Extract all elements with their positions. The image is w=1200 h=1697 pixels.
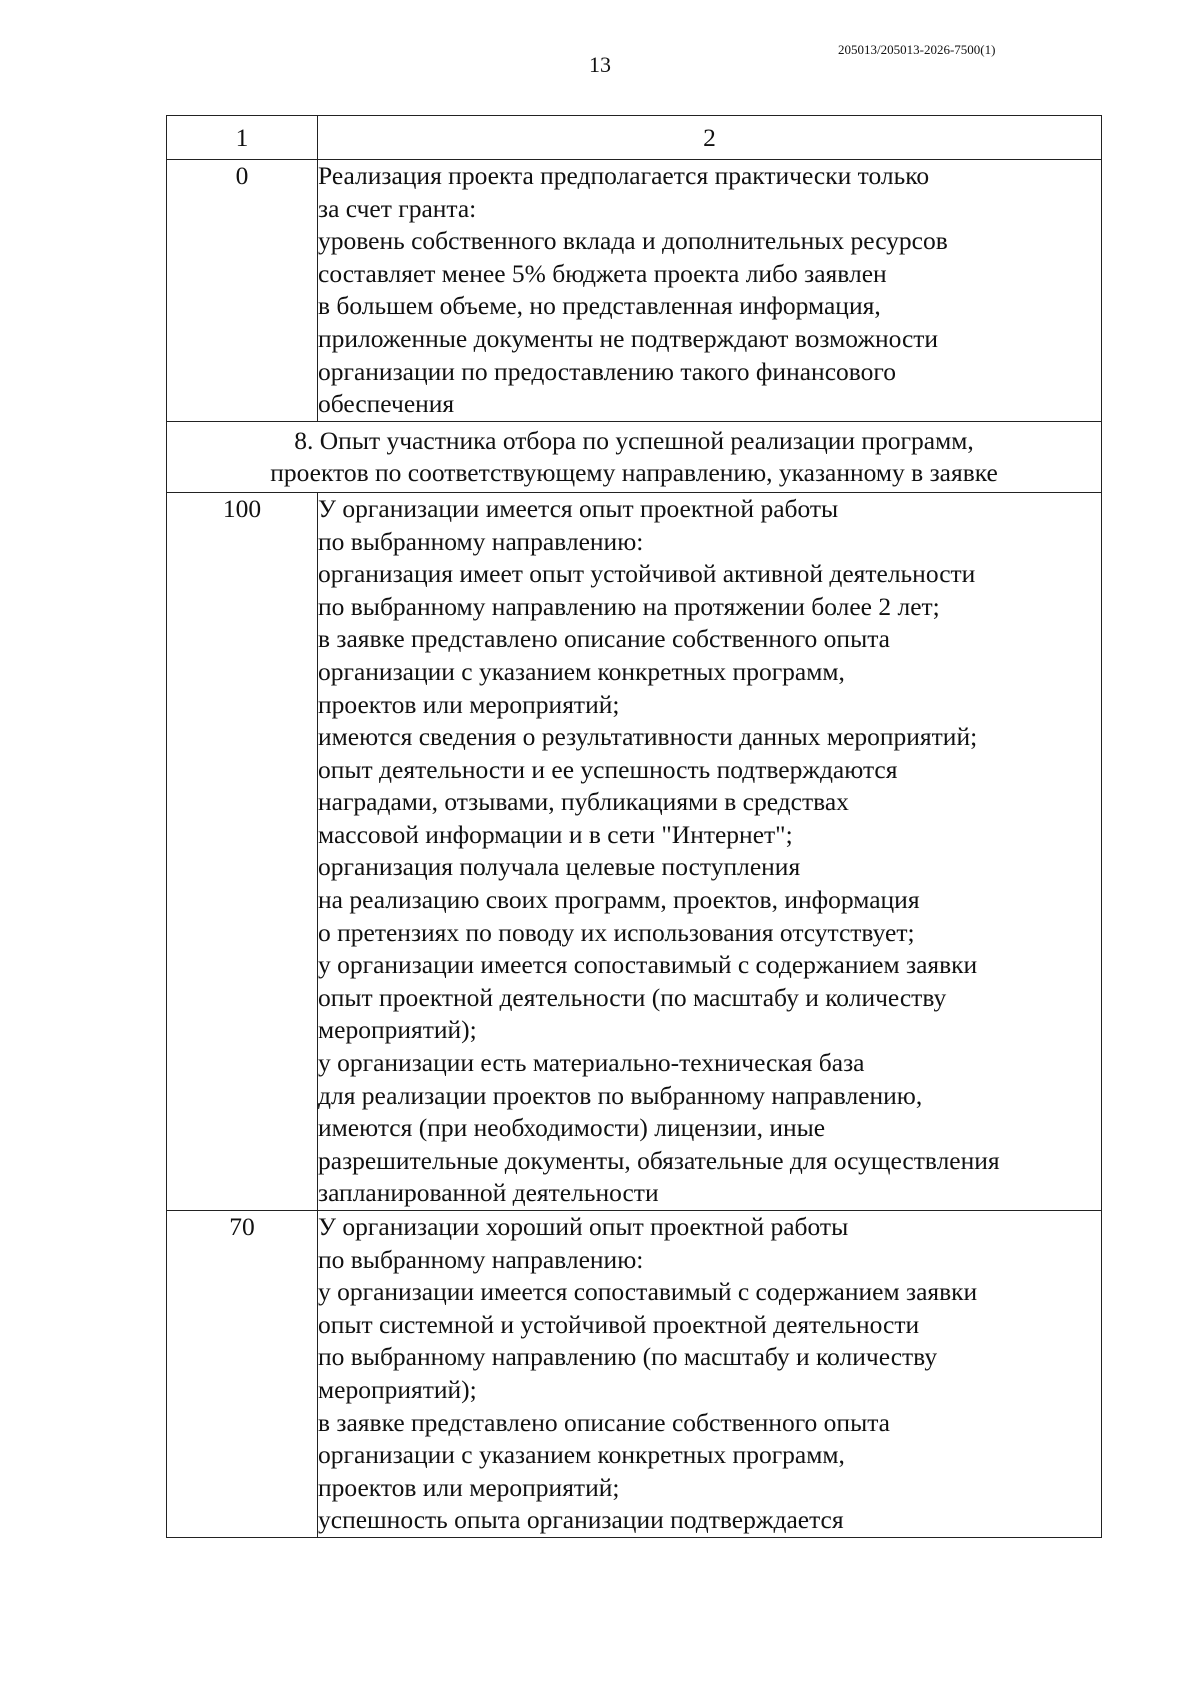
text-line: о претензиях по поводу их использования отсутствует;	[318, 917, 915, 947]
score-cell: 100	[167, 492, 318, 1210]
text-line: У организации имеется опыт проектной работы	[318, 493, 839, 523]
column-header-score: 1	[167, 116, 318, 160]
text-line: У организации хороший опыт проектной работы	[318, 1212, 849, 1241]
text-line: организации по предоставлению такого финансового	[318, 356, 896, 386]
page-number: 13	[589, 52, 611, 77]
text-line: по выбранному направлению на протяжении более 2 лет;	[318, 591, 940, 621]
text-line: организации с указанием конкретных программ,	[318, 656, 845, 686]
section-heading-line: 8. Опыт участника отбора по успешной реализации программ,	[294, 425, 974, 455]
text-line: по выбранному направлению:	[318, 526, 644, 556]
text-line: разрешительные документы, обязательные для осуществления	[318, 1145, 1000, 1175]
text-line: мероприятий);	[318, 1015, 477, 1045]
description-cell	[318, 160, 1102, 422]
text-line: успешность опыта организации подтверждается	[318, 1505, 844, 1535]
table-header-row	[167, 116, 1102, 160]
text-line: запланированной деятельности	[318, 1178, 659, 1208]
text-line: организация получала целевые поступления	[318, 852, 801, 882]
table-row	[167, 160, 1102, 422]
text-line: для реализации проектов по выбранному направлению,	[318, 1080, 923, 1110]
section-heading-line: проектов по соответствующему направлению, указанному в заявке	[270, 458, 998, 488]
text-line: имеются (при необходимости) лицензии, иные	[318, 1113, 826, 1143]
document-id: 205013/205013-2026-7500(1)	[838, 42, 996, 57]
text-line: опыт системной и устойчивой проектной деятельности	[318, 1309, 920, 1339]
text-line: в заявке представлено описание собственного опыта	[318, 1407, 890, 1437]
text-line: организации с указанием конкретных программ,	[318, 1440, 845, 1470]
description-cell	[318, 1211, 1102, 1538]
text-line: у организации имеется сопоставимый с содержанием заявки	[318, 950, 978, 980]
text-line: проектов или мероприятий;	[318, 1472, 620, 1502]
text-line: обеспечения	[318, 389, 455, 419]
criteria-table	[166, 115, 1102, 1538]
text-line: имеются сведения о результативности данных мероприятий;	[318, 722, 978, 752]
score-cell: 0	[167, 160, 318, 422]
text-line: наградами, отзывами, публикациями в средствах	[318, 787, 849, 817]
text-line: проектов или мероприятий;	[318, 689, 620, 719]
table-row	[167, 1211, 1102, 1538]
text-line: составляет менее 5% бюджета проекта либо заявлен	[318, 258, 887, 288]
text-line: у организации имеется сопоставимый с содержанием заявки	[318, 1277, 978, 1307]
table-row	[167, 492, 1102, 1210]
text-line: мероприятий);	[318, 1374, 477, 1404]
score-cell: 70	[167, 1211, 318, 1538]
section-heading-cell	[167, 421, 1102, 492]
text-line: опыт деятельности и ее успешность подтверждаются	[318, 754, 898, 784]
description-cell	[318, 492, 1102, 1210]
text-line: в большем объеме, но представленная информация,	[318, 291, 881, 321]
text-line: Реализация проекта предполагается практически только	[318, 161, 930, 190]
text-line: по выбранному направлению (по масштабу и количеству	[318, 1342, 938, 1372]
text-line: массовой информации и в сети "Интернет";	[318, 819, 793, 849]
text-line: опыт проектной деятельности (по масштабу и количеству	[318, 982, 947, 1012]
text-line: уровень собственного вклада и дополнительных ресурсов	[318, 226, 948, 256]
text-line: организация имеет опыт устойчивой активной деятельности	[318, 559, 976, 589]
section-heading-row	[167, 421, 1102, 492]
column-header-description: 2	[318, 116, 1102, 160]
text-line: по выбранному направлению:	[318, 1244, 644, 1274]
text-line: приложенные документы не подтверждают возможности	[318, 323, 939, 353]
text-line: в заявке представлено описание собственного опыта	[318, 624, 890, 654]
text-line: на реализацию своих программ, проектов, информация	[318, 885, 920, 915]
text-line: у организации есть материально-техническая база	[318, 1048, 865, 1078]
text-line: за счет гранта:	[318, 193, 477, 223]
